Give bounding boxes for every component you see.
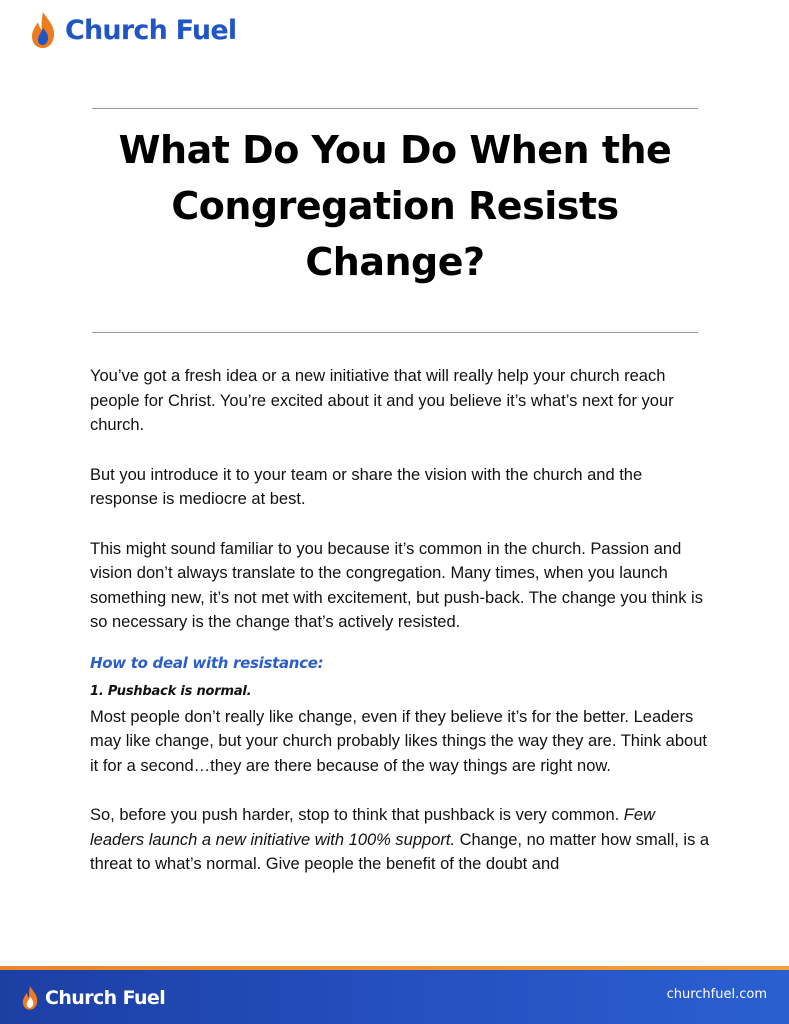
footer-accent-stripe — [0, 966, 789, 970]
point-title: 1. Pushback is normal. — [90, 683, 252, 699]
header-logo[interactable] — [30, 10, 236, 50]
intro-paragraph-3: This might sound familiar to you because it’s common in the church. Passion and vision don’t always translate to the congregation. Many times, when you launch something new, it’s not met with excitement, but push-back. The change you think is so necessary is the change that’s actively resisted. — [90, 539, 703, 631]
footer-logo[interactable] — [21, 985, 165, 1011]
section-heading: How to deal with resistance: — [90, 653, 324, 672]
point-text-end: Change, no matter how small, is a threat to what’s normal. Give people the benefit of the doubt and — [90, 830, 710, 873]
flame-icon — [30, 10, 56, 50]
footer-brand-name: Church Fuel — [45, 987, 166, 1009]
article-body — [90, 364, 710, 877]
page-title: What Do You Do When the Congregation Resists Change? — [118, 128, 672, 284]
point-paragraph-1: Most people don’t really like change, even if they believe it’s for the better. Leaders may like change, but your church probably likes things the way they are. Think about it for a second…they are there because of the way things are right now. — [90, 707, 707, 775]
intro-paragraph-1: You’ve got a fresh idea or a new initiative that will really help your church reach people for Christ. You’re excited about it and you believe it’s what’s next for your church. — [90, 367, 674, 434]
point-emphasis: Few leaders launch a new initiative with 100% support. — [90, 806, 655, 849]
divider-top — [92, 108, 698, 109]
intro-paragraph-2: But you introduce it to your team or share the vision with the church and the response is mediocre at best. — [90, 465, 643, 508]
divider-bottom — [92, 332, 698, 333]
footer-website-link[interactable]: churchfuel.com — [666, 987, 767, 1002]
flame-icon — [21, 985, 39, 1011]
point-text-start: So, before you push harder, stop to think that pushback is very common. — [90, 806, 624, 824]
point-paragraph-2 — [90, 803, 710, 877]
brand-name: Church Fuel — [65, 14, 237, 46]
